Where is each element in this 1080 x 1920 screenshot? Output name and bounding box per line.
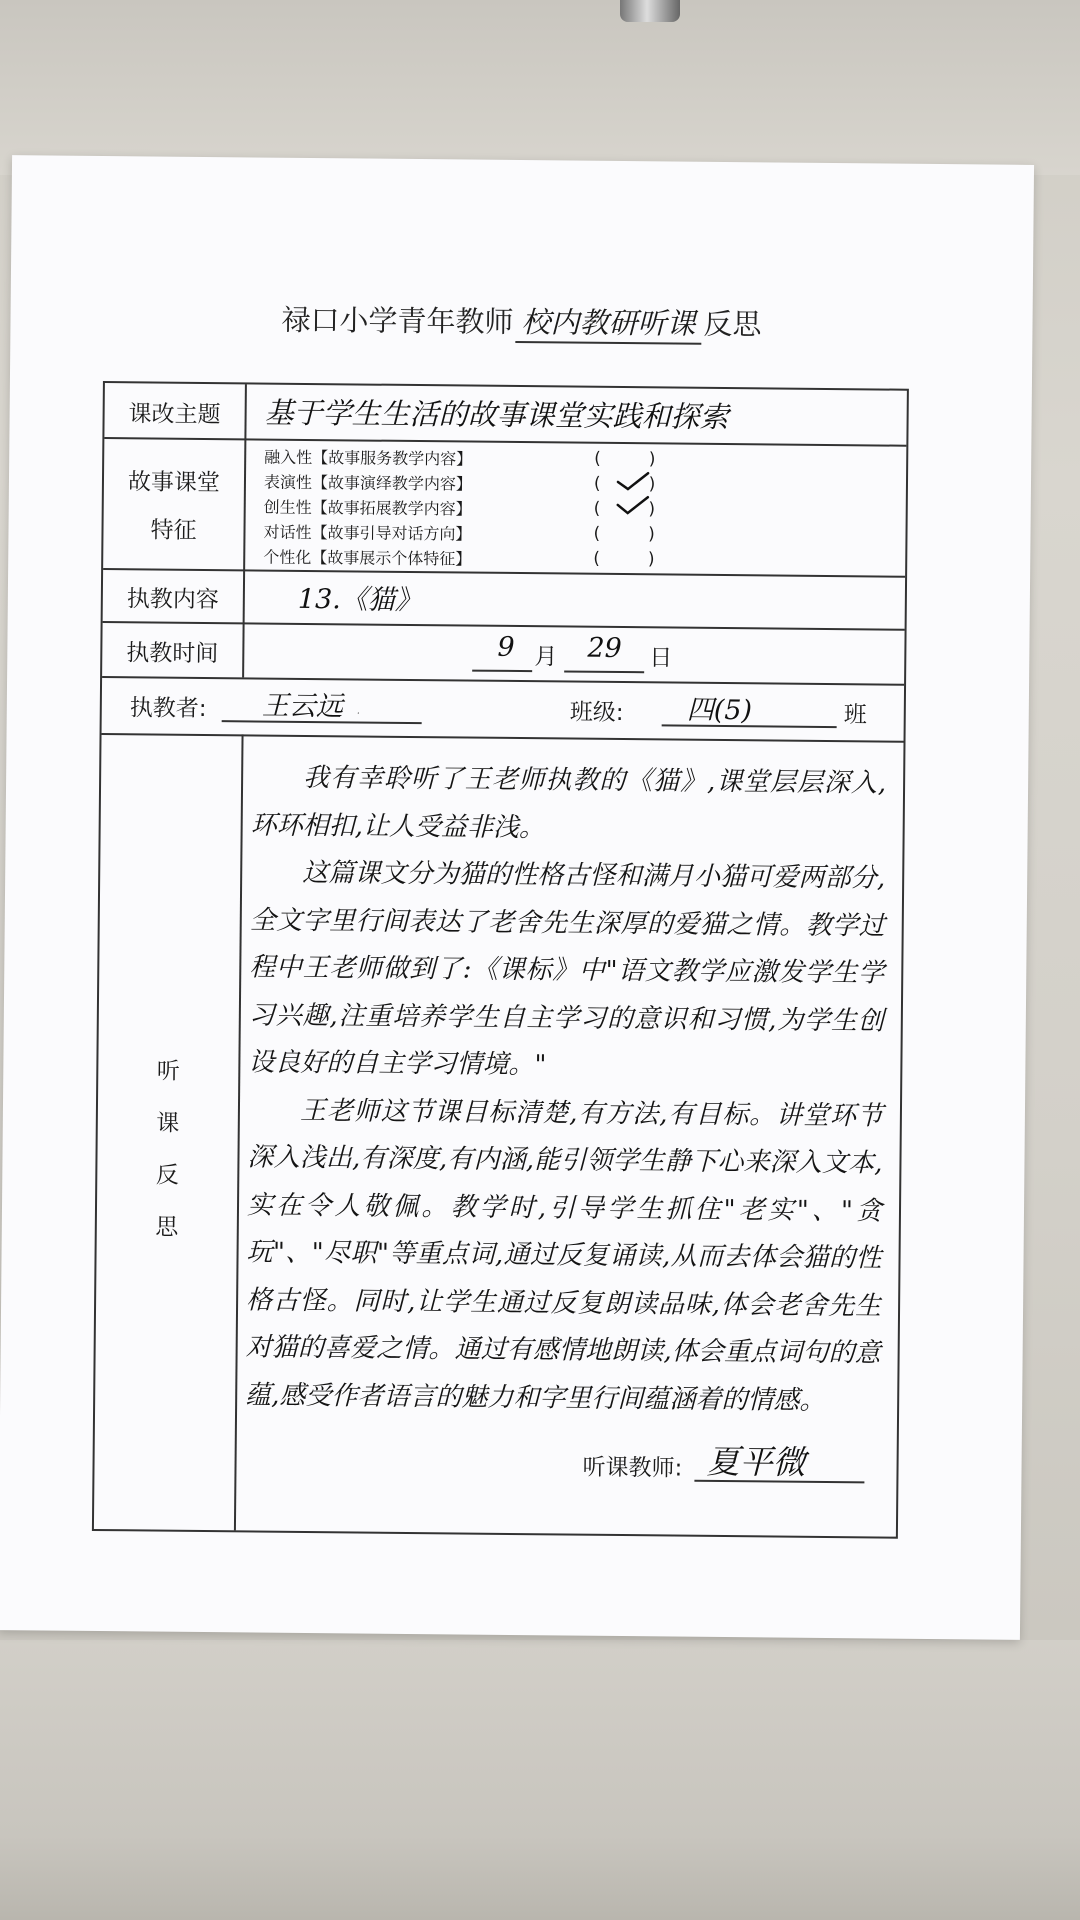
day-unit: 日 — [649, 645, 673, 672]
row-divider — [103, 621, 905, 631]
month-unit: 月 — [534, 644, 558, 671]
paren-open: ( — [593, 548, 648, 570]
title-prefix: 禄口小学青年教师 — [281, 302, 514, 339]
teacher-value: 王云远 — [261, 690, 343, 723]
paren-close: ) — [647, 549, 703, 570]
feature-label: 个性化【故事展示个体特征】 — [263, 547, 472, 569]
reflection-body — [245, 754, 886, 1425]
pen-cap — [620, 0, 680, 22]
class-value: 四(5) — [686, 694, 753, 727]
listener-label: 听课教师: — [582, 1454, 683, 1482]
paren-open: ( — [593, 498, 649, 520]
paren-close: ) — [648, 524, 703, 545]
reflection-label-char: 听 — [156, 1058, 180, 1085]
feature-label: 创生性【故事拓展教学内容】 — [263, 497, 472, 519]
paren-close: ) — [648, 449, 704, 470]
feature-checkbox[interactable] — [593, 523, 703, 545]
features-label — [103, 458, 244, 555]
paren-open: ( — [593, 473, 649, 495]
row-divider — [102, 676, 904, 686]
page-title — [10, 295, 1032, 348]
class-label: 班级: — [569, 699, 624, 727]
pen-dot: · — [356, 708, 360, 720]
reflection-paragraph: 这篇课文分为猫的性格古怪和满月小猫可爱两部分,全文字里行间表达了老舍先生深厚的爱猫之情。教学过程中王老师做到了:《课标》中"语文教学应激发学生学习兴趣,注重培养学生自主学习的意识和习惯,为学生创设良好的自主学习情境。" — [248, 857, 886, 1081]
reflection-paragraph: 我有幸聆听了王老师执教的《猫》,课堂层层深入,环环相扣,让人受益非浅。 — [250, 762, 887, 843]
feature-label: 表演性【故事演绎教学内容】 — [263, 472, 473, 494]
day-blank-line — [564, 670, 644, 673]
day-value: 29 — [587, 632, 622, 665]
reflection-label-char: 反 — [155, 1162, 179, 1189]
checkmark-icon — [616, 495, 650, 517]
reflection-label — [97, 1045, 239, 1254]
features-label-line2: 特征 — [150, 517, 197, 544]
paper-sheet — [0, 155, 1034, 1640]
title-suffix: 反思 — [703, 306, 762, 342]
paren-close: ) — [648, 474, 704, 495]
paren-open: ( — [593, 523, 649, 545]
title-handwritten: 校内教研听课 — [515, 300, 701, 345]
feature-checkbox[interactable] — [593, 498, 704, 520]
reflection-label-char: 课 — [156, 1110, 180, 1137]
content-label: 执教内容 — [126, 586, 219, 614]
row-divider — [102, 733, 904, 743]
desk-surface-bottom — [0, 1640, 1080, 1920]
month-value: 9 — [497, 631, 515, 663]
reflection-paragraph: 王老师这节课目标清楚,有方法,有目标。讲堂环节深入浅出,有深度,有内涵,能引领学生静下心来深入文本,实在令人敬佩。教学时,引导学生抓住"老实"、"贪玩"、"尽职"等重点词,通过反复诵读,从而去体会猫的性格古怪。同时,让学生通过反复朗读品味,体会老舍先生对猫的喜爱之情。通过有感情地朗读,体会重点词句的意蕴,感受作者语言的魅力和字里行间蕴涵着的情感。 — [245, 1095, 884, 1416]
content-value: 13.《猫》 — [297, 583, 422, 617]
reflection-label-char: 思 — [155, 1214, 179, 1241]
reflection-form-table — [92, 381, 909, 1539]
desk-surface-top — [0, 0, 1080, 175]
paren-open: ( — [594, 448, 649, 470]
feature-checkbox[interactable] — [594, 448, 704, 470]
listener-signature: 夏平微 — [706, 1441, 806, 1482]
month-blank-line — [472, 670, 532, 673]
topic-value: 基于学生生活的故事课堂实践和探索 — [264, 395, 729, 435]
feature-checkbox[interactable] — [593, 548, 703, 570]
feature-checkbox[interactable] — [593, 473, 704, 495]
paren-close: ) — [648, 499, 704, 520]
teacher-label: 执教者: — [129, 695, 207, 723]
time-label: 执教时间 — [126, 640, 219, 668]
feature-label: 对话性【故事引导对话方向】 — [263, 522, 472, 544]
features-label-line1: 故事课堂 — [127, 469, 221, 497]
checkmark-icon — [616, 470, 650, 492]
topic-label: 课改主题 — [128, 401, 221, 429]
class-unit: 班 — [843, 702, 867, 729]
feature-label: 融入性【故事服务教学内容】 — [264, 447, 473, 469]
